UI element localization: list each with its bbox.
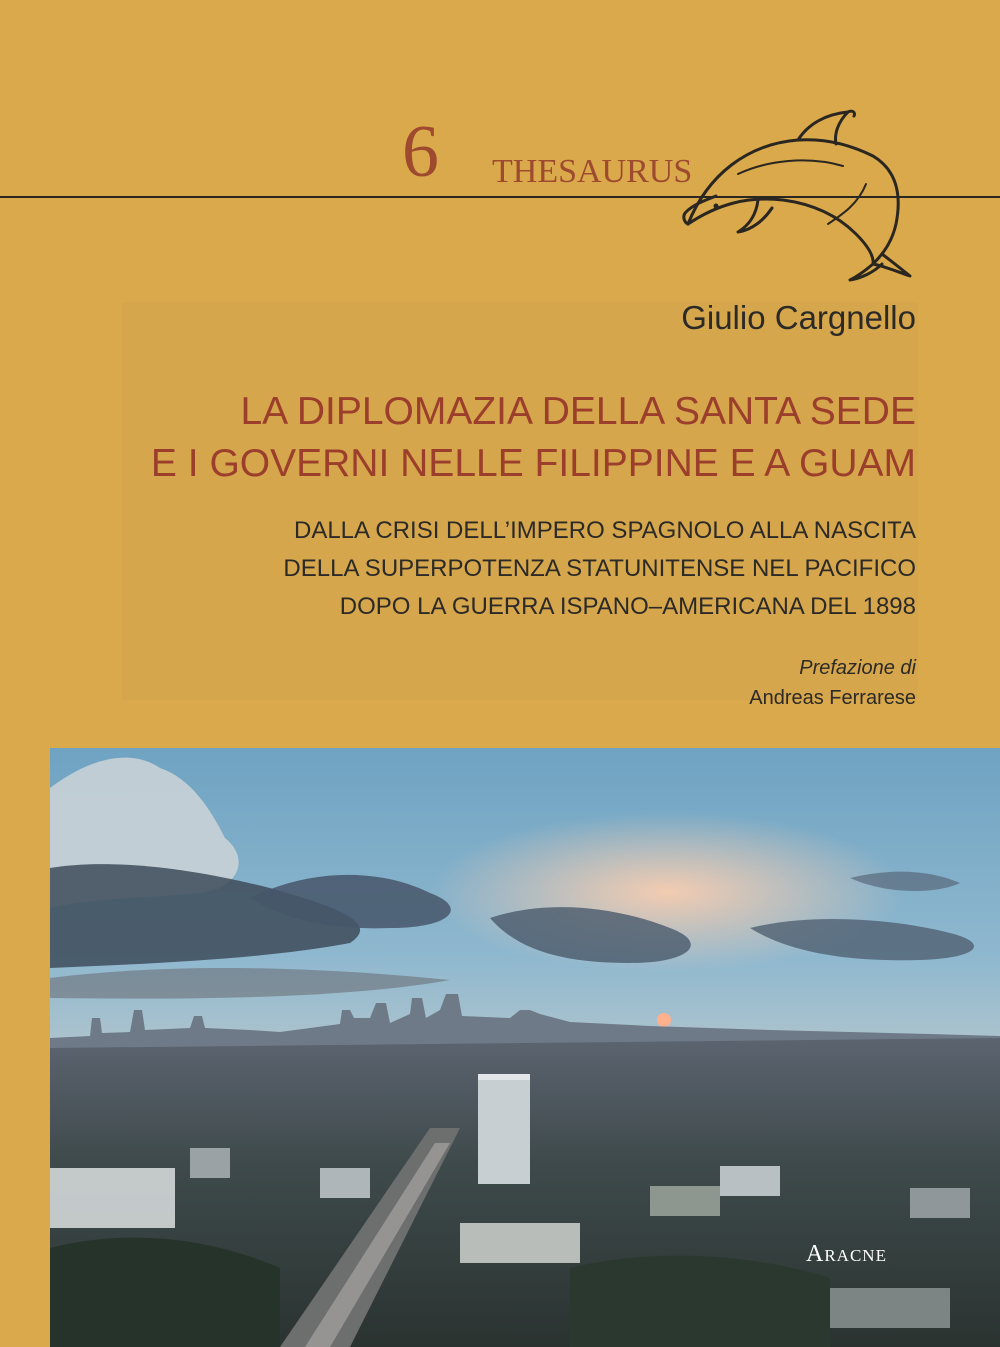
title-line-2: E I GOVERNI NELLE FILIPPINE E A GUAM [150,442,916,485]
book-title [96,386,916,490]
text-panel [122,302,918,700]
subtitle-line-1: DALLA CRISI DELL’IMPERO SPAGNOLO ALLA NASCITA [293,517,916,544]
preface-label: Prefazione di [799,657,916,679]
publisher-logo: Aracne [806,1241,887,1267]
dolphin-icon [678,104,923,282]
series-name: THESAURUS [492,153,693,190]
title-line-1: LA DIPLOMAZIA DELLA SANTA SEDE [240,390,916,433]
series-number: 6 [402,111,439,193]
author-name: Giulio Cargnello [681,299,916,336]
subtitle-line-2: DELLA SUPERPOTENZA STATUNITENSE NEL PACIFICO [283,555,916,582]
preface-author: Andreas Ferrarese [749,687,916,709]
book-subtitle [96,512,916,626]
subtitle-line-3: DOPO LA GUERRA ISPANO–AMERICANA DEL 1898 [339,593,916,620]
